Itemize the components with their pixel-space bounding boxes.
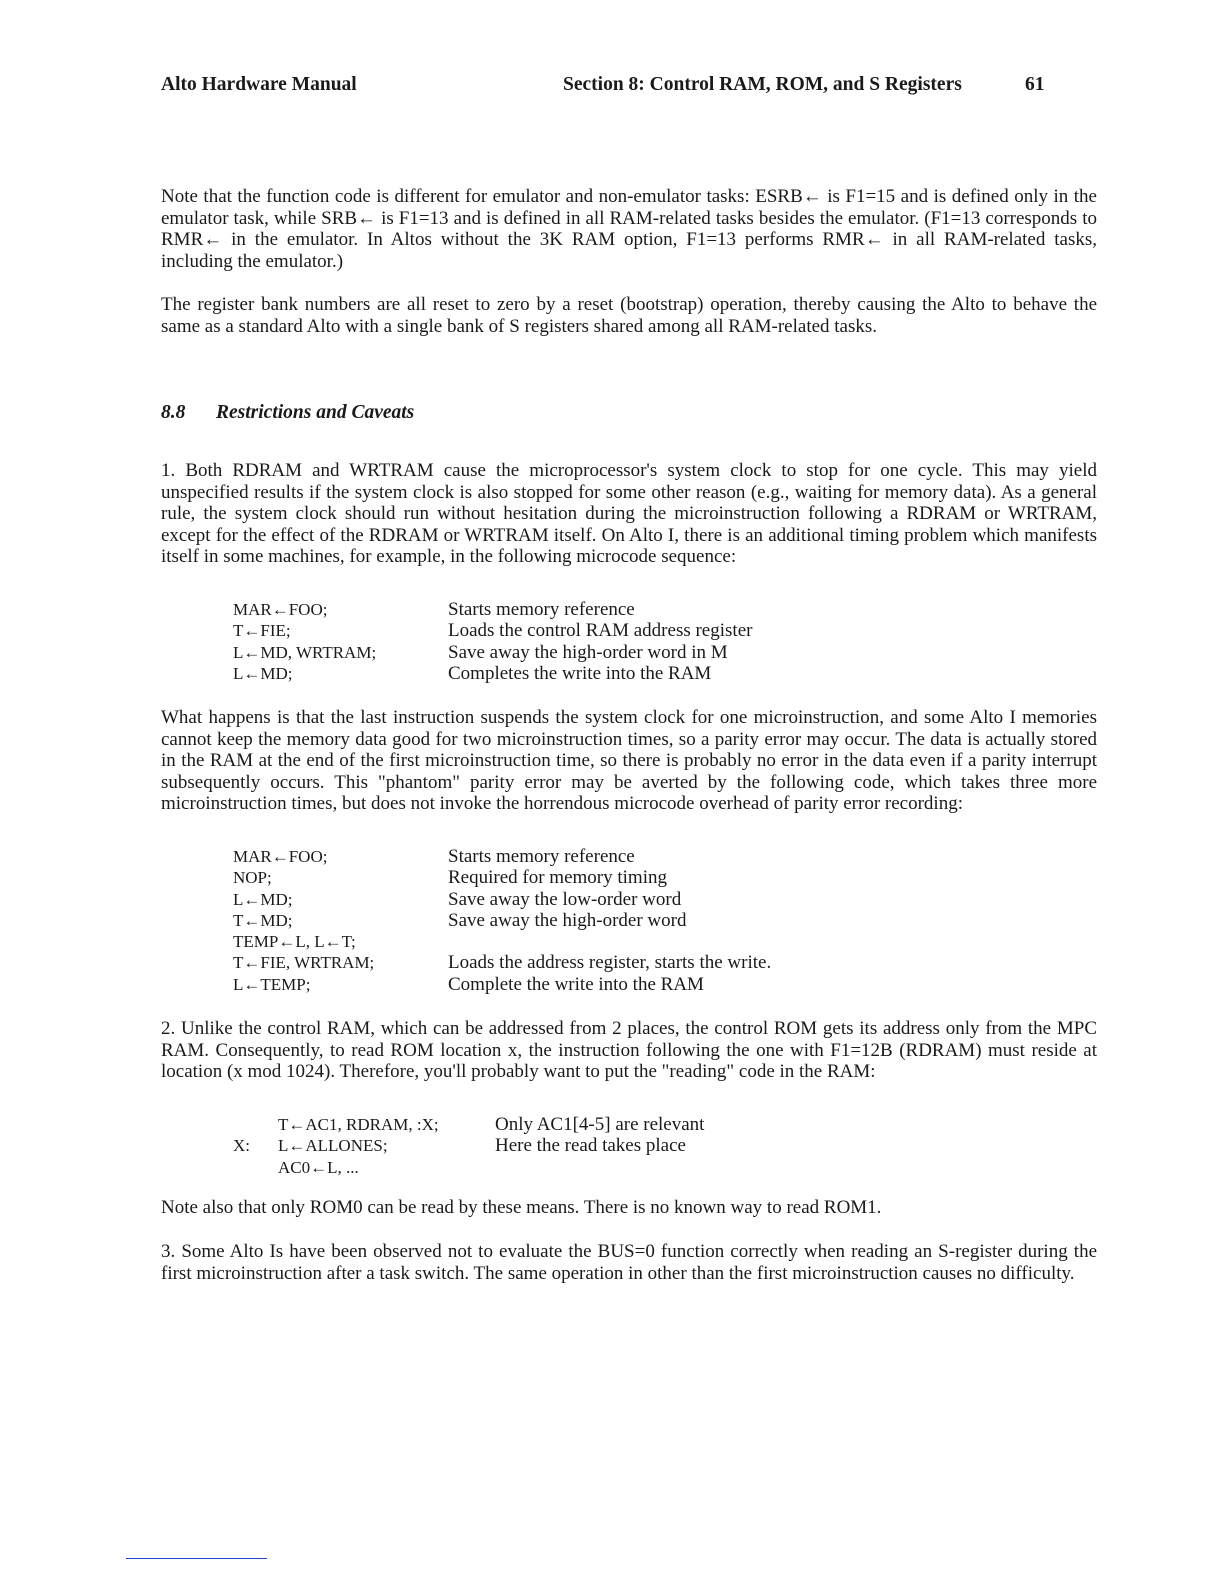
code-line (233, 889, 953, 910)
code-line (233, 931, 953, 952)
code-line (233, 599, 953, 620)
code-block-3 (233, 1114, 953, 1178)
code-statement: L←MD; (233, 889, 293, 909)
paragraph-register-bank-reset: The register bank numbers are all reset to zero by a reset (bootstrap) operation, thereby causing the Alto to behave the same as a standard Alto with a single bank of S registers shared among all RAM-related tasks. (161, 294, 1097, 337)
code-statement: L←TEMP; (233, 974, 311, 994)
code-line (233, 952, 953, 973)
section-heading-title: Restrictions and Caveats (216, 402, 415, 423)
paragraph-restriction-3: 3. Some Alto Is have been observed not to evaluate the BUS=0 function correctly when reading an S-register during the first microinstruction after a task switch. The same operation in other than the first microinstruction causes no difficulty. (161, 1241, 1097, 1284)
code-line (233, 1135, 953, 1156)
code-statement: T←MD; (233, 910, 293, 930)
code-line (233, 620, 953, 641)
paragraph-phantom-parity: What happens is that the last instruction suspends the system clock for one microinstruction, and some Alto I memories cannot keep the memory data good for two microinstruction times, so a parity error may occur. The data is actually stored in the RAM at the end of the first microinstruction time, so there is probably no error in the data even if a parity interrupt subsequently occurs. This "phantom" parity error may be averted by the following code, which takes three more microinstruction times, but does not invoke the horrendous microcode overhead of parity error recording: (161, 707, 1097, 814)
code-comment: Starts memory reference (448, 846, 635, 867)
paragraph-restriction-1: 1. Both RDRAM and WRTRAM cause the microprocessor's system clock to stop for one cycle. This may yield unspecified results if the system clock is also stopped for some other reason (e.g., waiting for memory data). As a general rule, the system clock should run without hesitation during the microinstruction following a RDRAM or WRTRAM, except for the effect of the RDRAM or WRTRAM itself. On Alto I, there is an additional timing problem which manifests itself in some machines, for example, in the following microcode sequence: (161, 460, 1097, 567)
code-line (233, 910, 953, 931)
code-block-1 (233, 599, 953, 684)
paragraph-rom-read-note: Note also that only ROM0 can be read by these means. There is no known way to read ROM1. (161, 1197, 882, 1218)
code-line (233, 846, 953, 867)
code-line (233, 1114, 953, 1135)
section-heading-number: 8.8 (161, 402, 186, 423)
code-comment: Loads the control RAM address register (448, 620, 753, 642)
code-comment: Save away the low-order word (448, 888, 682, 910)
code-statement: T←AC1, RDRAM, :X; (278, 1115, 439, 1134)
code-statement: NOP; (233, 868, 272, 888)
code-statement: L←MD; (233, 663, 293, 683)
code-statement: L←ALLONES; (278, 1136, 388, 1156)
code-comment: Loads the address register, starts the write. (448, 952, 772, 974)
page-header (161, 74, 1047, 100)
code-label: X: (233, 1136, 250, 1156)
page-number: 61 (1025, 74, 1045, 95)
code-comment: Here the read takes place (495, 1135, 686, 1157)
code-statement: TEMP←L, L←T; (233, 932, 356, 952)
manual-title: Alto Hardware Manual (161, 74, 357, 95)
section-heading (161, 402, 414, 424)
code-statement: MAR←FOO; (233, 847, 328, 866)
code-line (233, 974, 953, 995)
code-line (233, 867, 953, 888)
code-line (233, 1157, 953, 1178)
code-line (233, 663, 953, 684)
code-line (233, 642, 953, 663)
code-comment: Completes the write into the RAM (448, 662, 712, 684)
code-comment: Required for memory timing (448, 867, 667, 889)
code-statement: L←MD, WRTRAM; (233, 642, 377, 662)
paragraph-function-code: Note that the function code is different for emulator and non-emulator tasks: ESRB← is F1=15 and is defined only in the emulator task, while SRB← is F1=13 and is defined in all RAM-related tasks besides the emulator. (F1=13 corresponds to RMR← in the emulator. In Altos without the 3K RAM option, F1=13 performs RMR← in all RAM-related tasks, including the emulator.) (161, 186, 1097, 272)
code-statement: T←FIE; (233, 621, 291, 641)
code-statement: AC0←L, ... (278, 1157, 359, 1177)
footnote-rule (126, 1558, 267, 1559)
code-comment: Only AC1[4-5] are relevant (495, 1114, 705, 1135)
paragraph-restriction-2: 2. Unlike the control RAM, which can be addressed from 2 places, the control ROM gets its address only from the MPC RAM. Consequently, to read ROM location x, the instruction following the one with F1=12B (RDRAM) must reside at location (x mod 1024). Therefore, you'll probably want to put the "reading" code in the RAM: (161, 1018, 1097, 1082)
code-statement: T←FIE, WRTRAM; (233, 953, 375, 973)
code-statement: MAR←FOO; (233, 600, 328, 619)
code-comment: Save away the high-order word (448, 909, 687, 931)
code-comment: Starts memory reference (448, 599, 635, 620)
code-comment: Complete the write into the RAM (448, 973, 704, 995)
code-comment: Save away the high-order word in M (448, 641, 728, 663)
code-block-2 (233, 846, 953, 995)
section-title: Section 8: Control RAM, ROM, and S Registers (563, 74, 962, 95)
